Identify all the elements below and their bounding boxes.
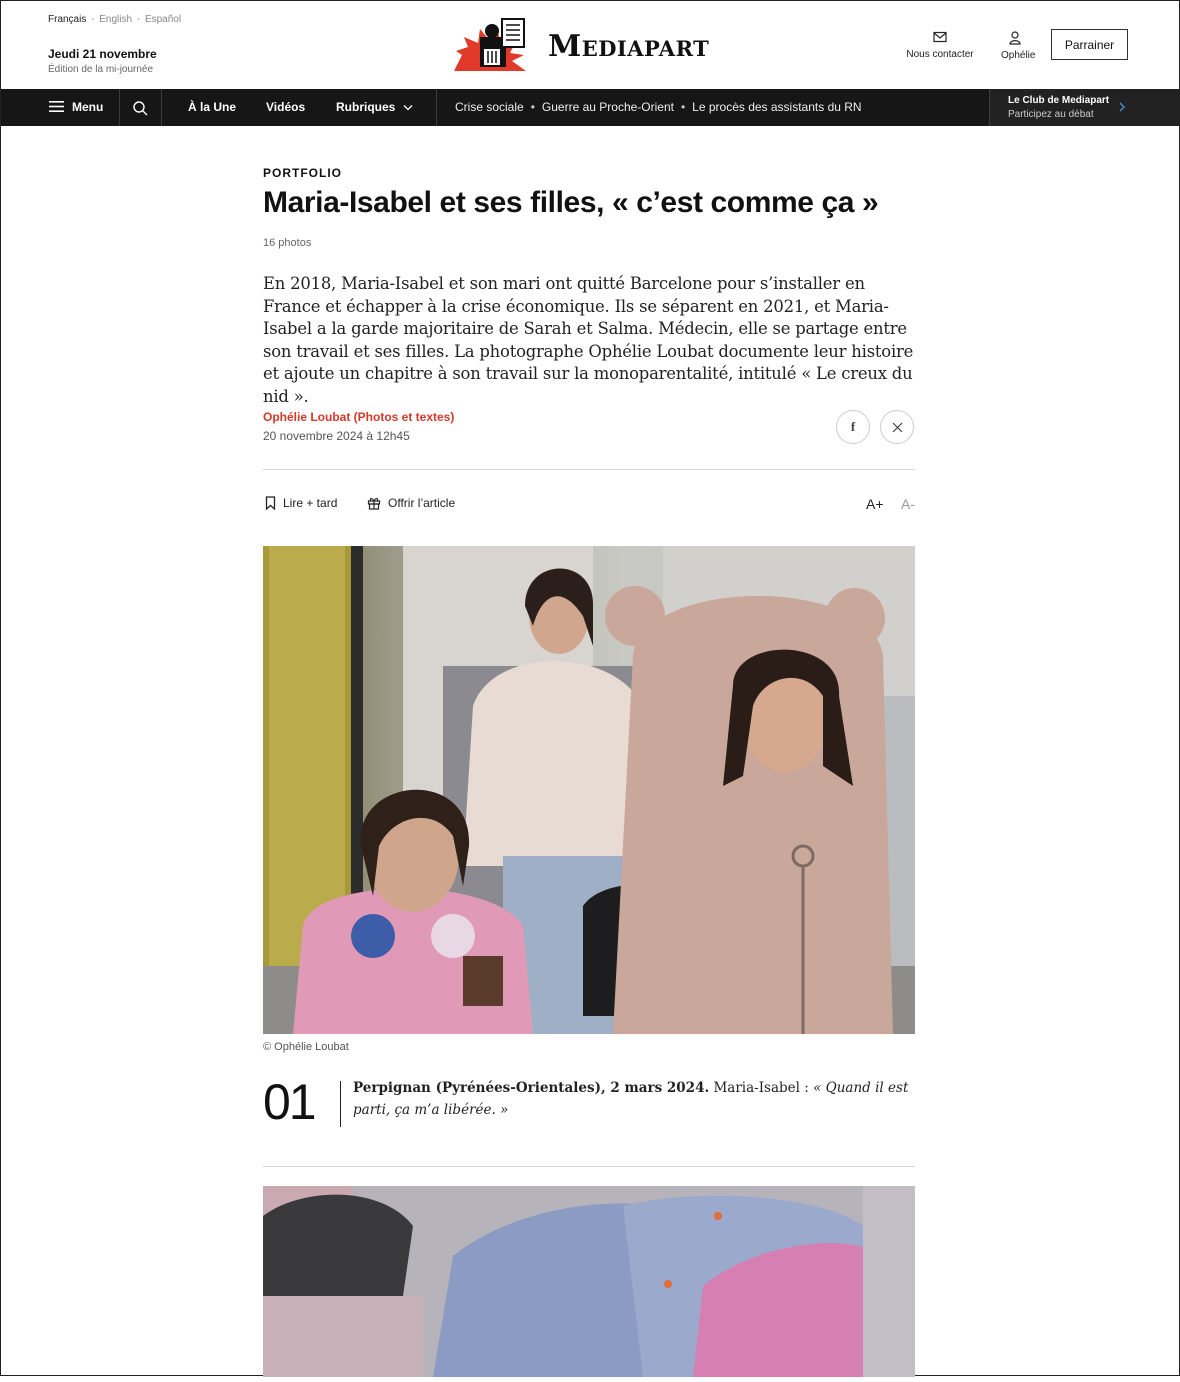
author-link[interactable]: Ophélie Loubat (Photos et textes) xyxy=(263,410,455,424)
nav-rubriques-label: Rubriques xyxy=(336,100,396,114)
article-kicker: PORTFOLIO xyxy=(263,166,342,180)
nav-divider xyxy=(119,89,120,126)
font-increase-button[interactable]: A+ xyxy=(866,496,884,512)
caption-quote: « Quand il est parti, ça m’a libérée. » xyxy=(353,1080,909,1118)
nav-divider xyxy=(161,89,162,126)
article-title: Maria-Isabel et ses filles, « c’est comme ça » xyxy=(263,186,879,219)
font-decrease-button[interactable]: A- xyxy=(901,496,915,512)
nav-videos[interactable]: Vidéos xyxy=(266,100,306,114)
lang-english[interactable]: English xyxy=(99,14,133,25)
site-logo[interactable] xyxy=(450,15,740,73)
hamburger-icon xyxy=(49,101,64,112)
menu-label: Menu xyxy=(72,100,104,114)
photo-caption xyxy=(353,1077,913,1121)
trending-topics: Crise sociale • Guerre au Proche-Orient • Le procès des assistants du RN xyxy=(455,100,862,114)
portfolio-photo[interactable] xyxy=(263,1186,915,1377)
club-link[interactable] xyxy=(989,89,1179,126)
topic-link[interactable]: Guerre au Proche-Orient xyxy=(541,100,674,114)
logo-mark-icon xyxy=(450,15,542,73)
read-later-button[interactable] xyxy=(265,496,337,511)
current-date: Jeudi 21 novembre xyxy=(48,47,157,61)
caption-place: Perpignan (Pyrénées-Orientales), 2 mars 2024. xyxy=(353,1080,710,1096)
parrainer-button[interactable]: Parrainer xyxy=(1051,29,1128,60)
photo-credit: © Ophélie Loubat xyxy=(263,1041,349,1053)
lang-french[interactable]: Français xyxy=(48,14,87,25)
gift-icon xyxy=(367,496,381,510)
main-nav xyxy=(1,89,1179,126)
contact-label: Nous contacter xyxy=(906,49,974,60)
facebook-icon: f xyxy=(850,419,856,434)
logo-wordmark: Mediapart xyxy=(548,29,710,64)
divider xyxy=(263,1166,915,1167)
photo-illustration xyxy=(263,546,915,1034)
bookmark-icon xyxy=(265,496,276,510)
photo-count: 16 photos xyxy=(263,237,312,249)
site-header xyxy=(1,1,1179,89)
nav-a-la-une[interactable]: À la Une xyxy=(188,100,237,114)
search-icon[interactable] xyxy=(132,100,148,116)
lang-spanish[interactable]: Español xyxy=(144,14,182,25)
chevron-right-icon xyxy=(1118,101,1126,113)
caption-person: Maria-Isabel : xyxy=(709,1080,814,1096)
offer-article-label: Offrir l’article xyxy=(388,496,456,510)
club-title: Le Club de Mediapart xyxy=(1008,95,1110,106)
account-label: Ophélie xyxy=(1001,50,1036,61)
edition-label: Édition de la mi-journée xyxy=(48,64,154,75)
portfolio-photo[interactable] xyxy=(263,546,915,1034)
photo-number: 01 xyxy=(263,1074,315,1130)
share-x-button[interactable] xyxy=(880,410,914,444)
menu-button[interactable] xyxy=(49,89,103,126)
mail-icon xyxy=(933,31,947,43)
club-subtitle: Participez au débat xyxy=(1008,109,1094,120)
contact-link[interactable] xyxy=(899,31,981,60)
divider xyxy=(263,469,915,470)
photo-illustration xyxy=(263,1186,915,1377)
language-switcher: Français - English - Español xyxy=(48,14,182,25)
offer-article-button[interactable] xyxy=(367,496,455,511)
x-icon xyxy=(892,422,903,433)
chevron-down-icon xyxy=(403,104,413,111)
article-lead: En 2018, Maria-Isabel et son mari ont quitté Barcelone pour s’installer en France et échapper à la crise économique. Ils se séparent en 2021, et Maria-Isabel a la garde majoritaire de Sarah et Salma. Médecin, elle se partage entre son travail et ses filles. La photographe Ophélie Loubat documente leur histoire et ajoute un chapitre à son travail sur la monoparentalité, intitulé « Le creux du nid ». xyxy=(263,274,914,406)
account-link[interactable] xyxy=(1001,31,1036,61)
share-facebook-button[interactable] xyxy=(836,410,870,444)
user-icon xyxy=(1009,31,1021,45)
nav-divider xyxy=(436,89,437,126)
publication-date: 20 novembre 2024 à 12h45 xyxy=(263,429,410,443)
caption-divider xyxy=(340,1081,341,1127)
nav-rubriques[interactable] xyxy=(336,89,413,126)
topic-link[interactable]: Crise sociale xyxy=(455,100,524,114)
topic-link[interactable]: Le procès des assistants du RN xyxy=(692,100,862,114)
read-later-label: Lire + tard xyxy=(283,496,338,510)
